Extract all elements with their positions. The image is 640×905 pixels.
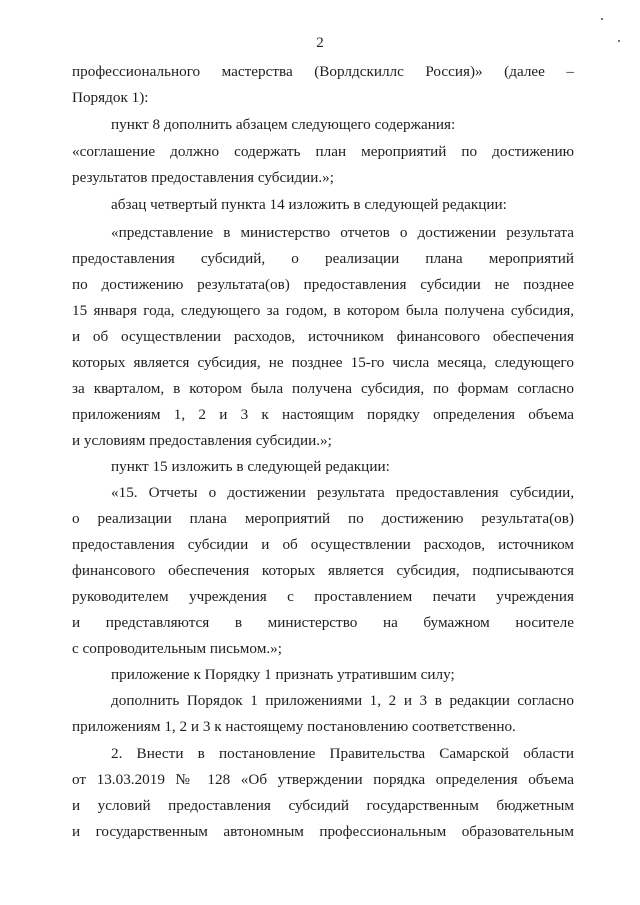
text-line: и представляются в министерство на бумажном носителе (72, 614, 574, 631)
text-line: 15 января года, следующего за годом, в котором была получена субсидия, (72, 302, 574, 319)
text-line: о реализации плана мероприятий по достижению результата(ов) (72, 510, 574, 527)
text-line: 2. Внести в постановление Правительства Самарской области (111, 745, 574, 762)
text-line: «15. Отчеты о достижении результата предоставления субсидии, (111, 484, 574, 501)
text-line: абзац четвертый пункта 14 изложить в следующей редакции: (111, 196, 507, 213)
page-number: 2 (316, 35, 324, 51)
text-line: приложениям 1, 2 и 3 к настоящим порядку определения объема (72, 406, 574, 423)
text-line: и условий предоставления субсидий государственным бюджетным (72, 797, 574, 814)
text-line: финансового обеспечения которых является субсидия, подписываются (72, 562, 574, 579)
text-line: предоставления субсидии и об осуществлении расходов, источником (72, 536, 574, 553)
text-line: предоставления субсидий, о реализации плана мероприятий (72, 250, 574, 267)
text-line: результатов предоставления субсидии.»; (72, 169, 334, 186)
text-line: за кварталом, в котором была получена субсидия, по формам согласно (72, 380, 574, 397)
text-line: пункт 8 дополнить абзацем следующего содержания: (111, 116, 456, 133)
text-line: и об осуществлении расходов, источником финансового обеспечения (72, 328, 574, 345)
text-line: от 13.03.2019 № 128 «Об утверждении порядка определения объема (72, 771, 574, 788)
text-line: «представление в министерство отчетов о достижении результата (111, 224, 574, 241)
text-line: и государственным автономным профессиональным образовательным (72, 823, 574, 840)
text-line: с сопроводительным письмом.»; (72, 640, 282, 657)
text-line: по достижению результата(ов) предоставления субсидии не позднее (72, 276, 574, 293)
text-line: приложениям 1, 2 и 3 к настоящему постановлению соответственно. (72, 718, 516, 735)
text-line: «соглашение должно содержать план мероприятий по достижению (72, 143, 574, 160)
text-line: профессионального мастерства (Ворлдскиллс Россия)» (далее – (72, 63, 574, 80)
scan-speck (618, 40, 620, 42)
text-line: пункт 15 изложить в следующей редакции: (111, 458, 390, 475)
text-line: Порядок 1): (72, 89, 149, 106)
text-line: и условиям предоставления субсидии.»; (72, 432, 332, 449)
text-line: дополнить Порядок 1 приложениями 1, 2 и 3 в редакции согласно (111, 692, 574, 709)
text-line: которых является субсидия, не позднее 15-го числа месяца, следующего (72, 354, 574, 371)
scan-speck (601, 18, 603, 20)
text-line: приложение к Порядку 1 признать утратившим силу; (111, 666, 455, 683)
text-line: руководителем учреждения с проставлением печати учреждения (72, 588, 574, 605)
